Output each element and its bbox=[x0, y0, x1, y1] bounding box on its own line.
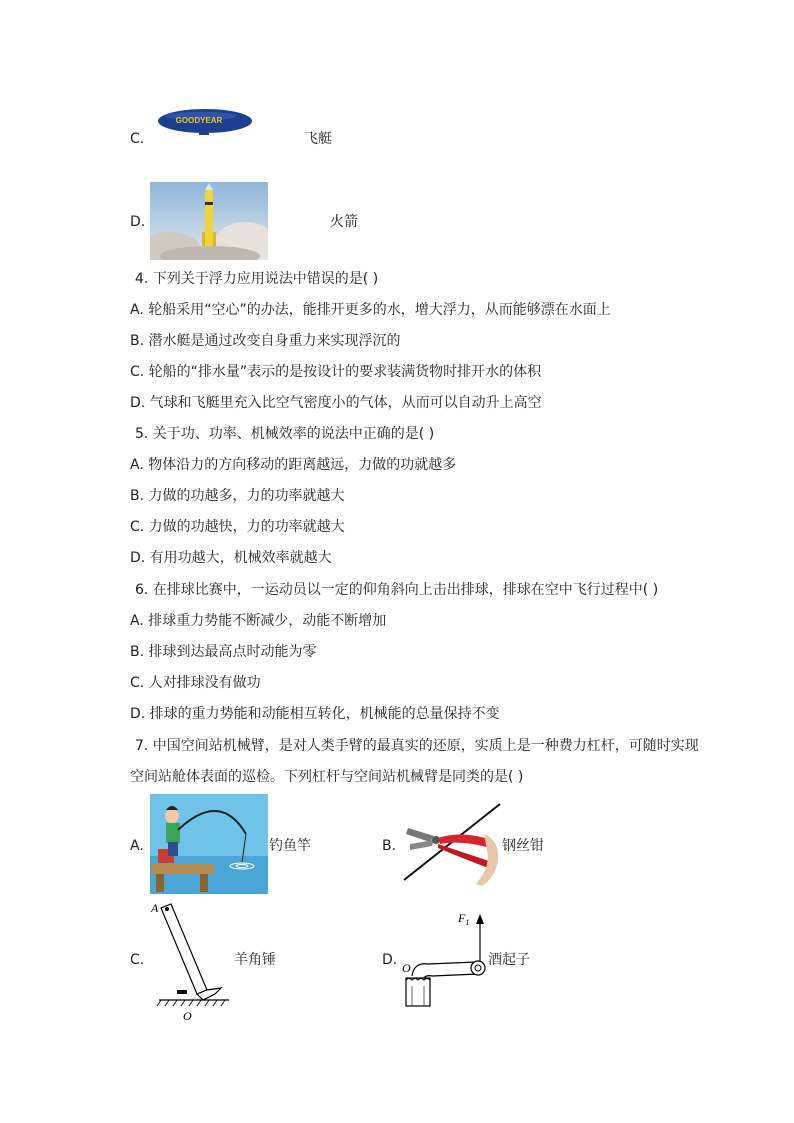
q5-stem: 5. 关于功、功率、机械效率的说法中正确的是( ) bbox=[135, 426, 435, 442]
q7-option-b-letter: B. bbox=[382, 838, 397, 854]
q7-option-c-letter: C. bbox=[130, 952, 145, 968]
q3-option-d-letter: D. bbox=[130, 214, 146, 230]
q7-option-a-label: 钓鱼竿 bbox=[269, 838, 311, 854]
q7-stem-line1: 7. 中国空间站机械臂，是对人类手臂的最真实的还原，实质上是一种费力杠杆，可随时实现 bbox=[135, 738, 699, 754]
q7-option-d-label: 酒起子 bbox=[488, 952, 530, 968]
q6-option-a: A. 排球重力势能不断减少，动能不断增加 bbox=[130, 613, 387, 629]
q5-option-c: C. 力做的功越快，力的功率就越大 bbox=[130, 519, 345, 535]
point-o-label: O bbox=[183, 1009, 192, 1023]
q5-option-d: D. 有用功越大，机械效率就越大 bbox=[130, 550, 332, 566]
force-f1-label: $F_1$ bbox=[458, 911, 470, 927]
q7-option-a-letter: A. bbox=[130, 838, 144, 854]
bottle-opener-diagram bbox=[398, 906, 490, 1010]
q3-option-c-letter: C. bbox=[130, 131, 145, 147]
q4-option-a: A. 轮船采用“空心”的办法，能排开更多的水，增大浮力，从而能够漂在水面上 bbox=[130, 302, 611, 318]
q3-option-c-label: 飞艇 bbox=[304, 131, 332, 147]
q4-stem: 4. 下列关于浮力应用说法中错误的是( ) bbox=[135, 271, 379, 287]
q6-option-d: D. 排球的重力势能和动能相互转化，机械能的总量保持不变 bbox=[130, 706, 500, 722]
blimp-logo-text: GOODYEAR bbox=[175, 116, 223, 125]
q3-option-d-label: 火箭 bbox=[330, 214, 358, 230]
q5-option-a: A. 物体沿力的方向移动的距离越远，力做的功就越多 bbox=[130, 457, 457, 473]
q5-option-b: B. 力做的功越多，力的功率就越大 bbox=[130, 488, 345, 504]
q4-option-c: C. 轮船的“排水量”表示的是按设计的要求装满货物时排开水的体积 bbox=[130, 364, 542, 380]
q7-option-d-letter: D. bbox=[382, 952, 398, 968]
claw-hammer-diagram bbox=[145, 896, 235, 1024]
q6-option-c: C. 人对排球没有做功 bbox=[130, 675, 261, 691]
q7-stem-line2: 空间站舱体表面的巡检。下列杠杆与空间站机械臂是同类的是( ) bbox=[130, 769, 524, 785]
rocket-image bbox=[150, 182, 268, 260]
q4-option-d: D. 气球和飞艇里充入比空气密度小的气体，从而可以自动升上高空 bbox=[130, 395, 542, 411]
point-a-label: A bbox=[151, 901, 159, 915]
q4-option-b: B. 潜水艇是通过改变自身重力来实现浮沉的 bbox=[130, 333, 401, 349]
fishing-rod-image bbox=[150, 794, 268, 894]
pivot-o-label: O bbox=[402, 961, 411, 975]
blimp-image bbox=[155, 104, 255, 138]
pliers-image bbox=[402, 800, 502, 888]
q6-stem: 6. 在排球比赛中，一运动员以一定的仰角斜向上击出排球，排球在空中飞行过程中( ) bbox=[135, 582, 659, 598]
q6-option-b: B. 排球到达最高点时动能为零 bbox=[130, 644, 317, 660]
q7-option-b-label: 钢丝钳 bbox=[502, 838, 544, 854]
q7-option-c-label: 羊角锤 bbox=[234, 952, 276, 968]
